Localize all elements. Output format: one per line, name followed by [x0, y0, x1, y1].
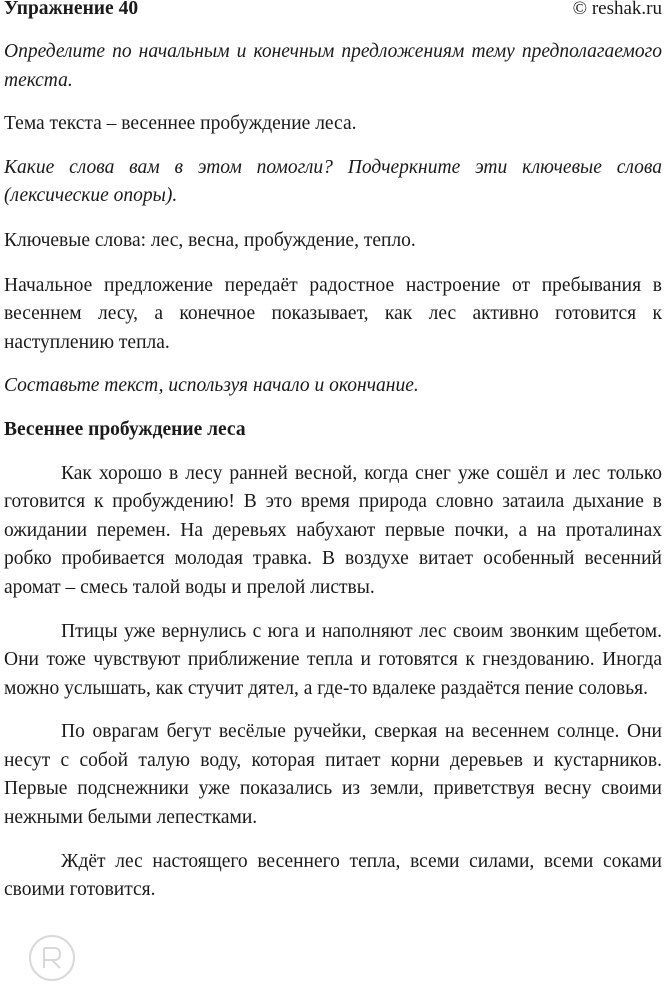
essay-paragraph-4: Ждёт лес настоящего весеннего тепла, всеми силами, всеми соками своими готовится. [4, 850, 662, 901]
copyright-label: © reshak.ru [572, 0, 662, 19]
essay-paragraph-3: По оврагам бегут весёлые ручейки, сверкая на весеннем солнце. Они несут с собой талую воду, которая питает корни деревьев и кустарников. Первые подснежники уже показались из земли, приветствуя весну своими нежными белыми лепестками. [4, 721, 662, 829]
task-instruction-1: Определите по начальным и конечным предложениям тему предполагаемого текста. [4, 41, 662, 91]
essay-paragraph-1: Как хорошо в лесу ранней весной, когда снег уже сошёл и лес только готовится к пробуждению! В это время природа словно затаила дыхание в ожидании перемен. На деревьях набухают первые почки, а на проталинах робко пробивается молодая травка. В воздухе витает особенный весенний аромат – смесь талой воды и прелой листвы. [4, 462, 662, 598]
answer-theme: Тема текста – весеннее пробуждение леса. [4, 113, 357, 135]
answer-keywords: Ключевые слова: лес, весна, пробуждение, тепло. [4, 229, 416, 251]
header [4, 0, 662, 24]
essay-paragraph-2: Птицы уже вернулись с юга и наполняют лес своим звонким щебетом. Они тоже чувствуют приближение тепла и готовятся к гнездованию. Иногда можно услышать, как стучит дятел, а где-то вдалеке раздаётся пение соловья. [4, 620, 662, 699]
task-instruction-2: Какие слова вам в этом помогли? Подчеркните эти ключевые слова (лексические опоры). [4, 156, 662, 207]
document-page [4, 0, 662, 905]
exercise-title: Упражнение 40 [4, 0, 139, 19]
analysis-paragraph: Начальное предложение передаёт радостное настроение от пребывания в весеннем лесу, а конечное показывает, как лес активно готовится к наступлению тепла. [4, 274, 662, 353]
task-instruction-3: Составьте текст, используя начало и окончание. [4, 375, 419, 397]
essay-title: Весеннее пробуждение леса [4, 418, 246, 440]
